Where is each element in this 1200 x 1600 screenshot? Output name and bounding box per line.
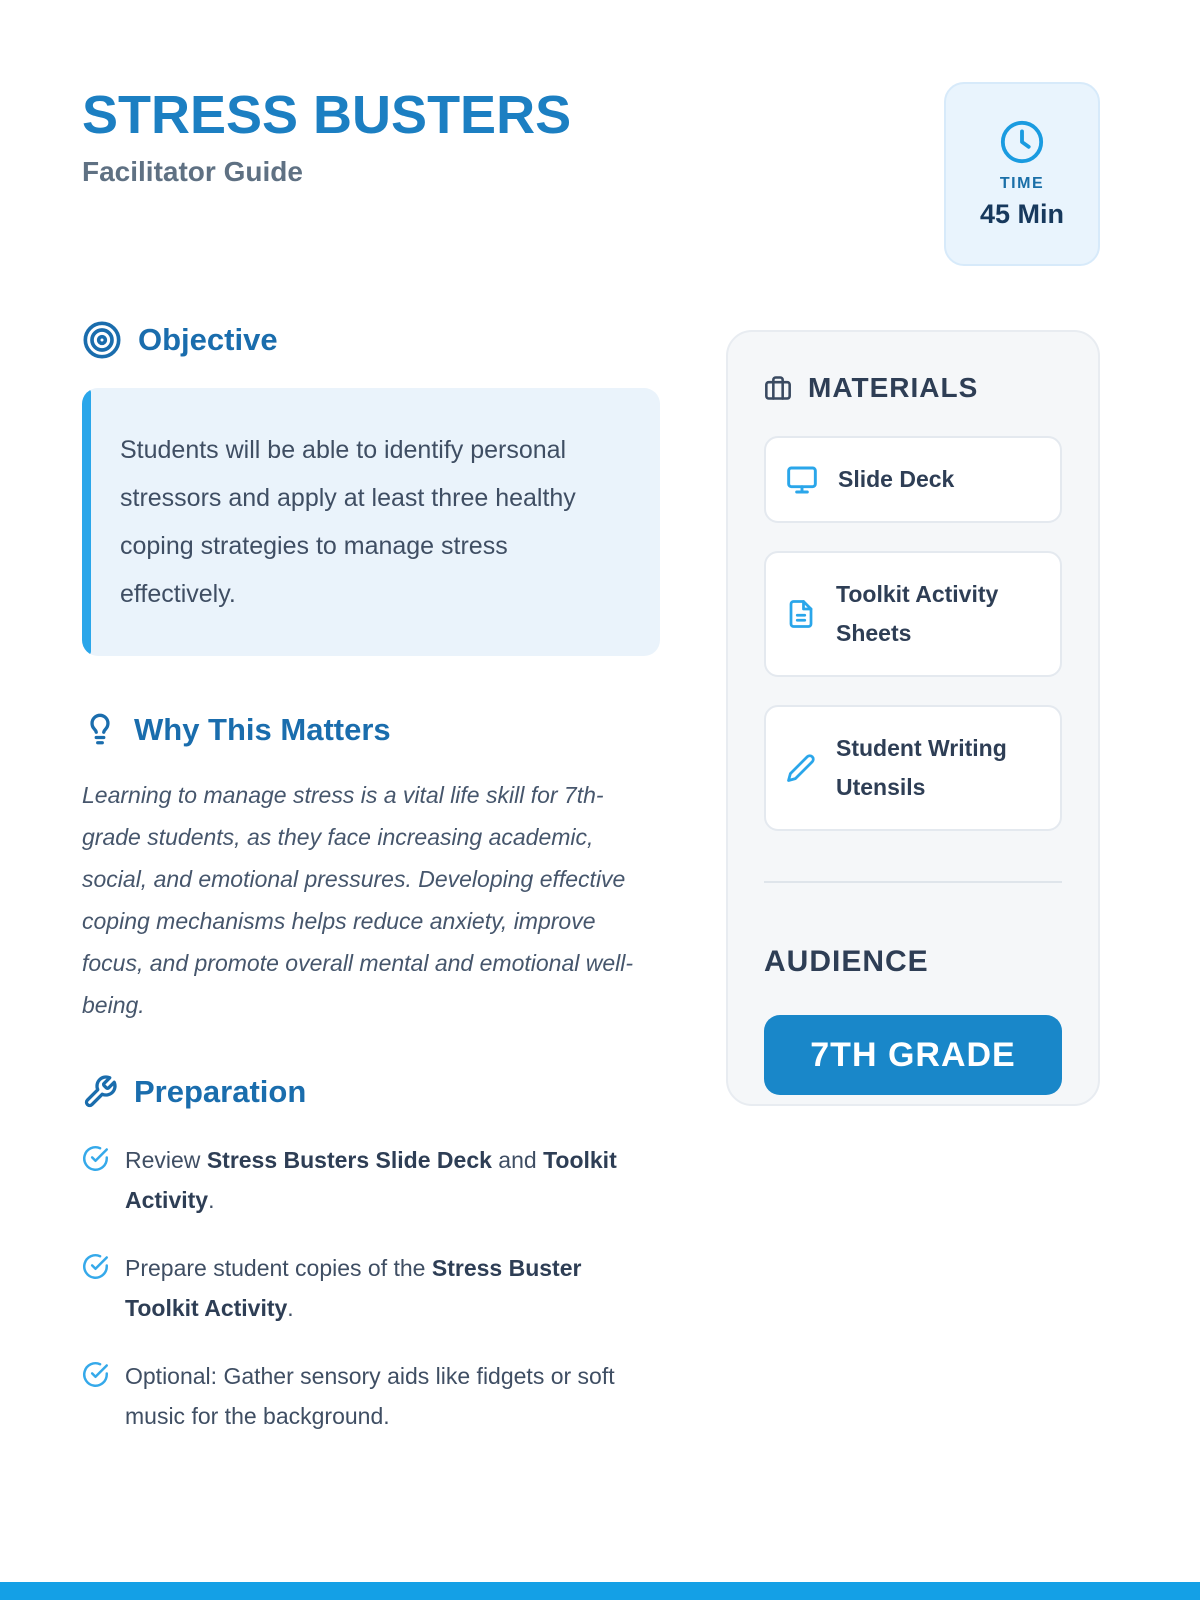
checklist-item-text: Optional: Gather sensory aids like fidgets or soft music for the background.: [125, 1363, 615, 1429]
footer-accent-bar: [0, 1582, 1200, 1600]
check-circle-icon: [82, 1361, 109, 1388]
material-item-student-writing-utensils: [764, 705, 1062, 831]
material-item-label: Student Writing Utensils: [836, 735, 1007, 800]
clock-icon: [999, 119, 1045, 165]
briefcase-icon: [764, 374, 792, 402]
monitor-icon: [786, 464, 818, 496]
checklist-item: [82, 1248, 660, 1328]
time-label: TIME: [999, 174, 1045, 192]
time-value: 45 Min: [979, 198, 1065, 229]
preparation-checklist: [82, 1140, 660, 1436]
sidebar-divider: [764, 881, 1062, 883]
time-card: [944, 82, 1100, 266]
check-circle-icon: [82, 1145, 109, 1172]
material-item-toolkit-activity-sheets: [764, 551, 1062, 677]
materials-heading: [764, 372, 1062, 404]
checklist-item-text: Prepare student copies of the Stress Buster Toolkit Activity.: [125, 1255, 582, 1321]
checklist-item-text: Review Stress Busters Slide Deck and Toolkit Activity.: [125, 1147, 617, 1213]
target-icon: [82, 320, 122, 360]
audience-heading: AUDIENCE: [764, 945, 929, 978]
material-item-slide-deck: [764, 436, 1062, 523]
sidebar: [726, 330, 1100, 1106]
preparation-heading: [82, 1074, 660, 1110]
objective-callout: [82, 388, 660, 656]
check-circle-icon: [82, 1253, 109, 1280]
wrench-icon: [82, 1074, 118, 1110]
checklist-item: [82, 1356, 660, 1436]
objective-heading: [82, 320, 660, 360]
document-icon: [786, 599, 816, 629]
why-this-matters-heading: [82, 712, 660, 748]
main-content: [82, 320, 660, 1436]
page-title: STRESS BUSTERS: [82, 85, 572, 145]
preparation-section: [82, 1074, 660, 1436]
checklist-item: [82, 1140, 660, 1220]
material-item-label: Slide Deck: [838, 466, 955, 492]
preparation-heading-label: Preparation: [134, 1074, 307, 1109]
materials-heading-label: MATERIALS: [808, 372, 979, 403]
objective-text: Students will be able to identify personal stressors and apply at least three healthy coping strategies to manage stress effectively.: [120, 436, 576, 608]
objective-section: [82, 320, 660, 656]
why-this-matters-text: Learning to manage stress is a vital life skill for 7th-grade students, as they face increasing academic, social, and emotional pressures. Developing effective coping mechanisms helps reduce anxiety, improve focus, and promote overall mental and emotional well-being.: [82, 782, 634, 1018]
page-subtitle: Facilitator Guide: [82, 156, 303, 187]
why-this-matters-heading-label: Why This Matters: [134, 712, 391, 747]
objective-heading-label: Objective: [138, 322, 278, 357]
material-item-label: Toolkit Activity Sheets: [836, 581, 999, 646]
pencil-icon: [786, 753, 816, 783]
why-this-matters-section: [82, 712, 660, 1026]
lightbulb-icon: [82, 712, 118, 748]
audience-badge: 7TH GRADE: [764, 1015, 1062, 1095]
material-list: [764, 436, 1062, 831]
header: [82, 84, 571, 188]
